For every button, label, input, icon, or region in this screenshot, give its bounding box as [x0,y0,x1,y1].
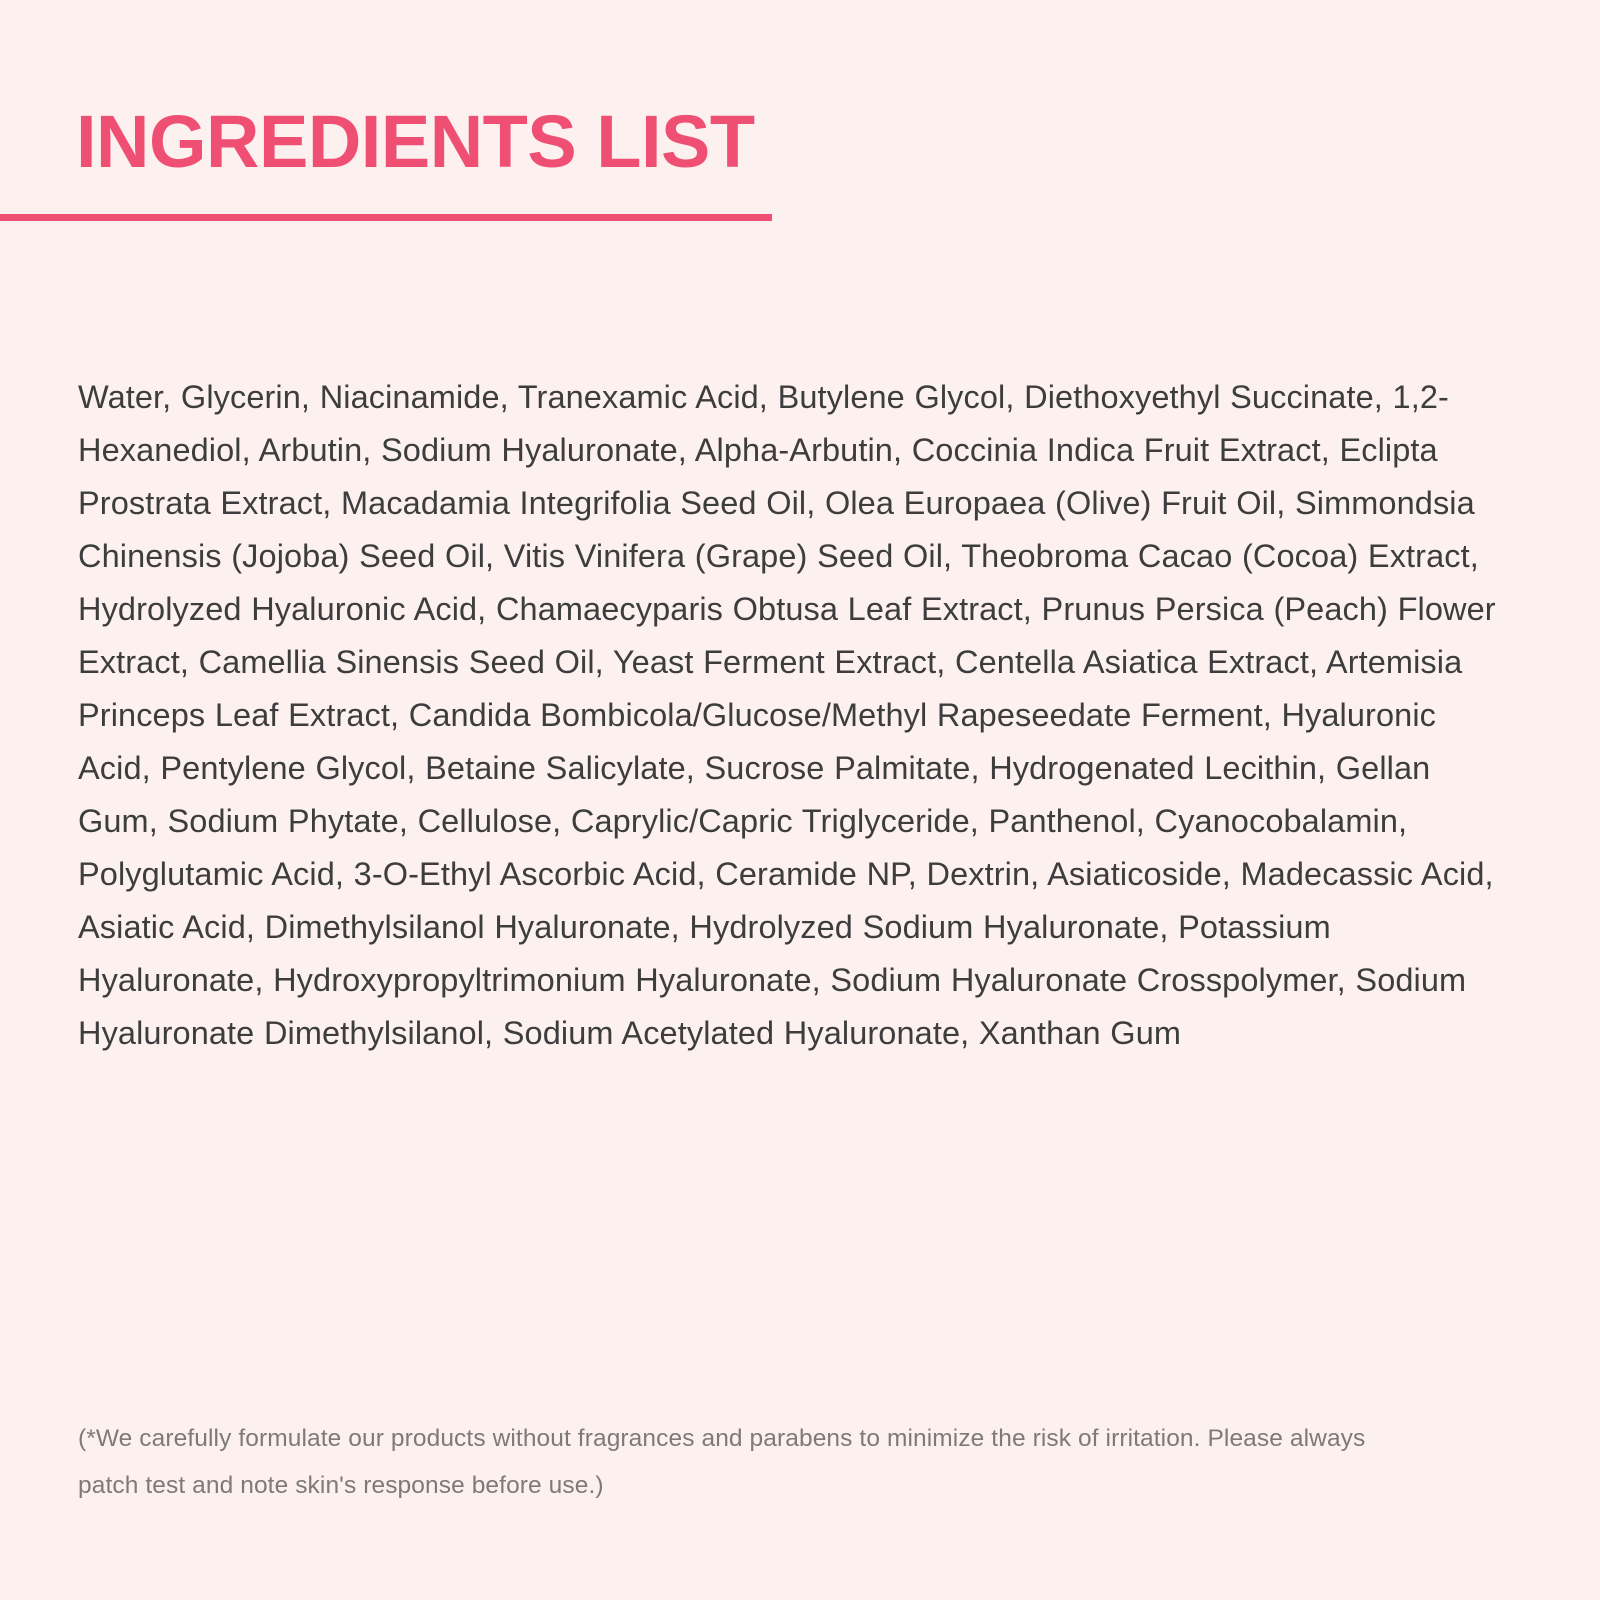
ingredients-paragraph: Water, Glycerin, Niacinamide, Tranexamic Acid, Butylene Glycol, Diethoxyethyl Succinate, 1,2-Hexanediol, Arbutin, Sodium Hyaluronate, Alpha-Arbutin, Coccinia Indica Fruit Extract, Eclipta Prostrata Extract, Macadamia Integrifolia Seed Oil, Olea Europaea (Olive) Fruit Oil, Simmondsia Chinensis (Jojoba) Seed Oil, Vitis Vinifera (Grape) Seed Oil, Theobroma Cacao (Cocoa) Extract, Hydrolyzed Hyaluronic Acid, Chamaecyparis Obtusa Leaf Extract, Prunus Persica (Peach) Flower Extract, Camellia Sinensis Seed Oil, Yeast Ferment Extract, Centella Asiatica Extract, Artemisia Princeps Leaf Extract, Candida Bombicola/Glucose/Methyl Rapeseedate Ferment, Hyaluronic Acid, Pentylene Glycol, Betaine Salicylate, Sucrose Palmitate, Hydrogenated Lecithin, Gellan Gum, Sodium Phytate, Cellulose, Caprylic/Capric Triglyceride, Panthenol, Cyanocobalamin, Polyglutamic Acid, 3-O-Ethyl Ascorbic Acid, Ceramide NP, Dextrin, Asiaticoside, Madecassic Acid, Asiatic Acid, Dimethylsilanol Hyaluronate, Hydrolyzed Sodium Hyaluronate, Potassium Hyaluronate, Hydroxypropyltrimonium Hyaluronate, Sodium Hyaluronate Crosspolymer, Sodium Hyaluronate Dimethylsilanol, Sodium Acetylated Hyaluronate, Xanthan Gum [78,378,1496,1051]
formulation-disclaimer: (*We carefully formulate our products without fragrances and parabens to minimize the risk of irritation. Please always patch test and note skin's response before use.) [78,1424,1366,1499]
page-title: INGREDIENTS LIST [76,100,755,183]
title-underline-divider [0,214,772,221]
